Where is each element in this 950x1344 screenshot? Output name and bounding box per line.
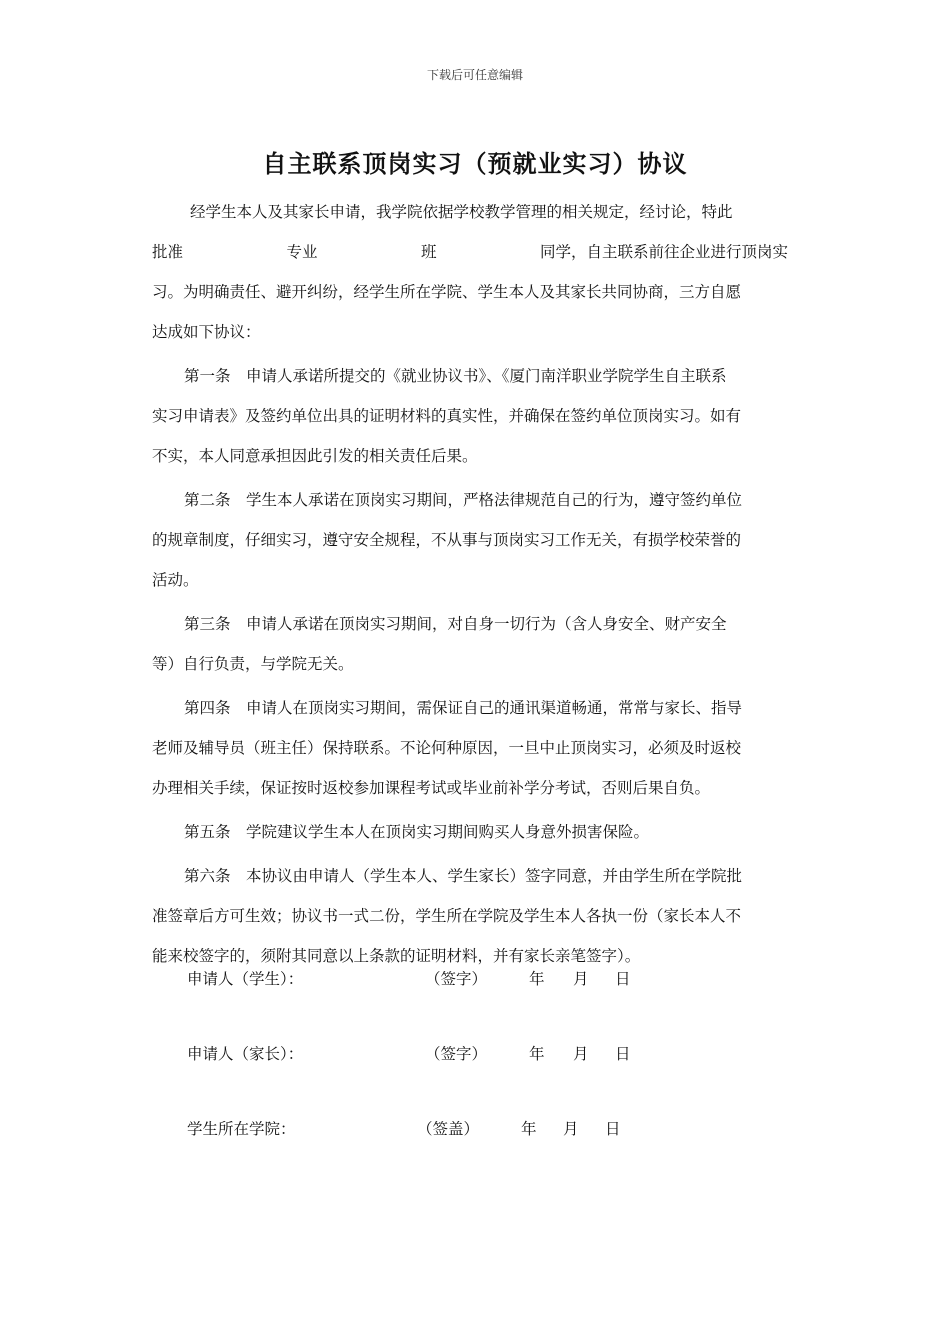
article-2-line-1: 第二条 学生本人承诺在顶岗实习期间，严格法律规范自己的行为，遵守签约单位 [184,491,743,509]
header-note: 下载后可任意编辑 [426,68,523,82]
intro-major: 专业 [286,243,318,261]
article-1-line-3: 不实，本人同意承担因此引发的相关责任后果。 [152,447,478,465]
article-4-line-2: 老师及辅导员（班主任）保持联系。不论何种原因，一旦中止顶岗实习，必须及时返校 [152,739,742,757]
article-1-line-2: 实习申请表》及签约单位出具的证明材料的真实性，并确保在签约单位顶岗实习。如有 [152,407,742,425]
signature-month: 月 [573,970,589,988]
article-1-line-1: 第一条 申请人承诺所提交的《就业协议书》、《厦门南洋职业学院学生自主联系 [184,367,727,385]
article-3-line-2: 等）自行负责，与学院无关。 [152,655,354,673]
intro-line-2 [152,232,788,272]
intro-paragraph [152,192,788,352]
article-1 [152,356,788,476]
signature-day: 日 [605,1120,621,1138]
signature-year: 年 [529,970,545,988]
signature-label: 申请人（家长）： [187,1045,304,1063]
article-2 [152,480,788,600]
article-3-line-1: 第三条 申请人承诺在顶岗实习期间，对自身一切行为（含人身安全、财产安全 [184,615,727,633]
page-title: 自主联系顶岗实习（预就业实习）协议 [262,149,688,178]
intro-line-1: 经学生本人及其家长申请，我学院依据学校教学管理的相关规定，经讨论，特此 [190,203,733,221]
signature-label: 申请人（学生）： [187,970,304,988]
signature-day: 日 [615,970,631,988]
article-6 [152,856,788,976]
article-4-line-1: 第四条 申请人在顶岗实习期间，需保证自己的通讯渠道畅通，常常与家长、指导 [184,699,743,717]
signature-month: 月 [573,1045,589,1063]
article-4 [152,688,788,808]
intro-approve: 批准 [152,243,184,261]
intro-student: 同学，自主联系前往企业进行顶岗实 [539,243,788,261]
signature-seal: （签盖） [417,1120,480,1138]
intro-line-4: 达成如下协议： [152,323,261,341]
article-6-line-2: 准签章后方可生效；协议书一式二份，学生所在学院及学生本人各执一份（家长本人不 [152,907,742,925]
article-4-line-3: 办理相关手续，保证按时返校参加课程考试或毕业前补学分考试，否则后果自负。 [152,779,711,797]
article-5 [152,812,788,852]
signature-sign: （签字） [425,1045,488,1063]
signature-sign: （签字） [425,970,488,988]
article-6-line-1: 第六条 本协议由申请人（学生本人、学生家长）签字同意，并由学生所在学院批 [184,867,743,885]
article-3 [152,604,788,684]
article-5-line-1: 第五条 学院建议学生本人在顶岗实习期间购买人身意外损害保险。 [184,823,650,841]
signature-year: 年 [529,1045,545,1063]
document-body [152,192,788,976]
article-2-line-2: 的规章制度，仔细实习，遵守安全规程，不从事与顶岗实习工作无关，有损学校荣誉的 [152,531,742,549]
signature-month: 月 [563,1120,579,1138]
signature-year: 年 [521,1120,537,1138]
intro-class: 班 [420,243,437,261]
signature-label: 学生所在学院： [187,1120,296,1138]
article-2-line-3: 活动。 [152,571,199,589]
signature-day: 日 [615,1045,631,1063]
article-6-line-3: 能来校签字的，须附其同意以上条款的证明材料，并有家长亲笔签字）。 [152,947,641,965]
intro-line-3: 习。为明确责任、避开纠纷，经学生所在学院、学生本人及其家长共同协商，三方自愿 [152,283,742,301]
